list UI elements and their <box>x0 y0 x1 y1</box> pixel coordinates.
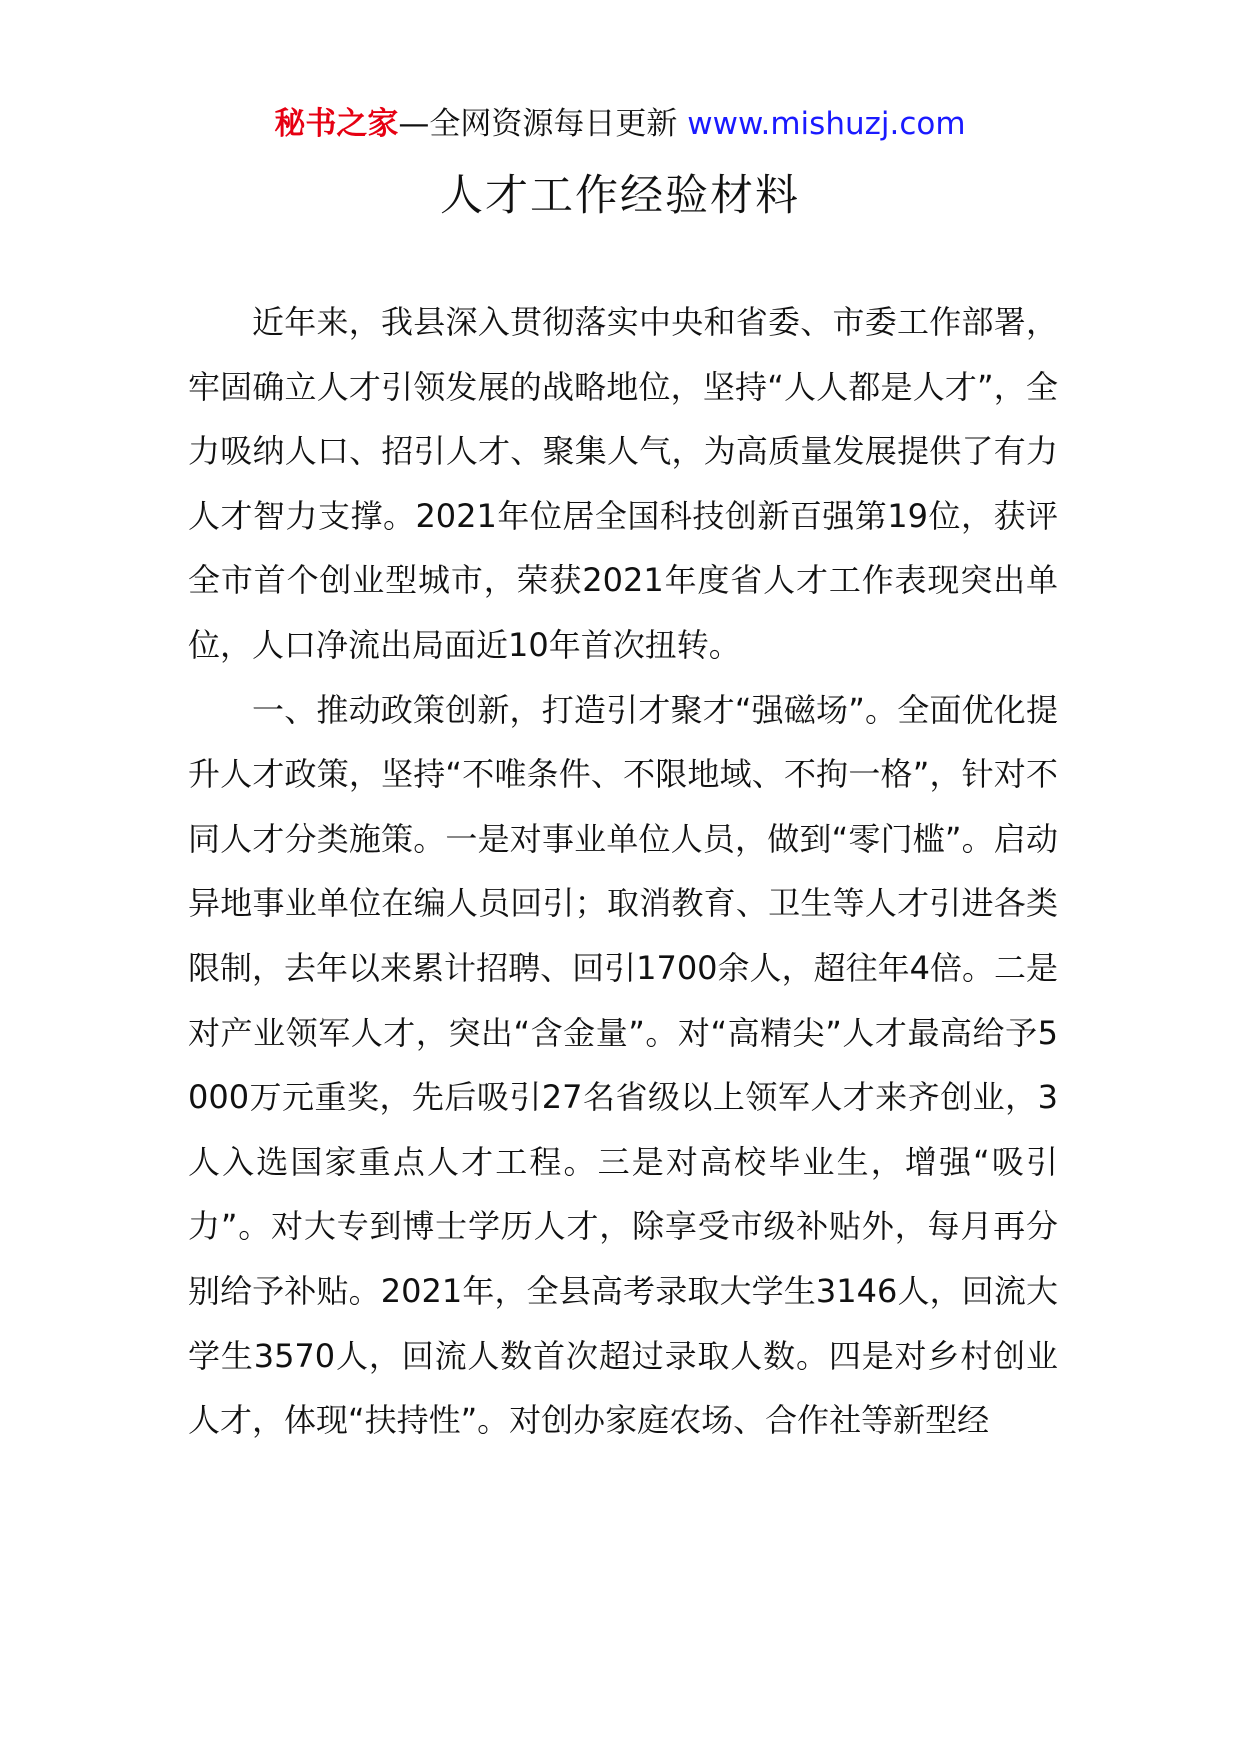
document-title: 人才工作经验材料 <box>440 171 800 221</box>
paragraph-intro: 近年来，我县深入贯彻落实中央和省委、市委工作部署，牢固确立人才引领发展的战略地位，坚持“人人都是人才”，全力吸纳人口、招引人才、聚集人气，为高质量发展提供了有力人才智力支撑。2021年位居全国科技创新百强第19位，获评全市首个创业型城市，荣获2021年度省人才工作表现突出单位，人口净流出局面近10年首次扭转。 <box>188 303 1058 664</box>
site-url-link[interactable]: www.mishuzj.com <box>687 106 966 142</box>
site-header <box>0 102 1240 146</box>
document-body <box>188 290 1058 1453</box>
paragraph-section-1: 一、推动政策创新，打造引才聚才“强磁场”。全面优化提升人才政策，坚持“不唯条件、不限地域、不拘一格”，针对不同人才分类施策。一是对事业单位人员，做到“零门槛”。启动异地事业单位在编人员回引；取消教育、卫生等人才引进各类限制，去年以来累计招聘、回引1700余人，超往年4倍。二是对产业领军人才，突出“含金量”。对“高精尖”人才最高给予5000万元重奖，先后吸引27名省级以上领军人才来齐创业，3人入选国家重点人才工程。三是对高校毕业生，增强“吸引力”。对大专到博士学历人才，除享受市级补贴外，每月再分别给予补贴。2021年，全县高考录取大学生3146人，回流大学生3570人，回流人数首次超过录取人数。四是对乡村创业人才，体现“扶持性”。对创办家庭农场、合作社等新型经 <box>188 690 1058 1440</box>
header-tagline: —全网资源每日更新 <box>398 106 678 142</box>
brand-name: 秘书之家 <box>274 106 399 142</box>
